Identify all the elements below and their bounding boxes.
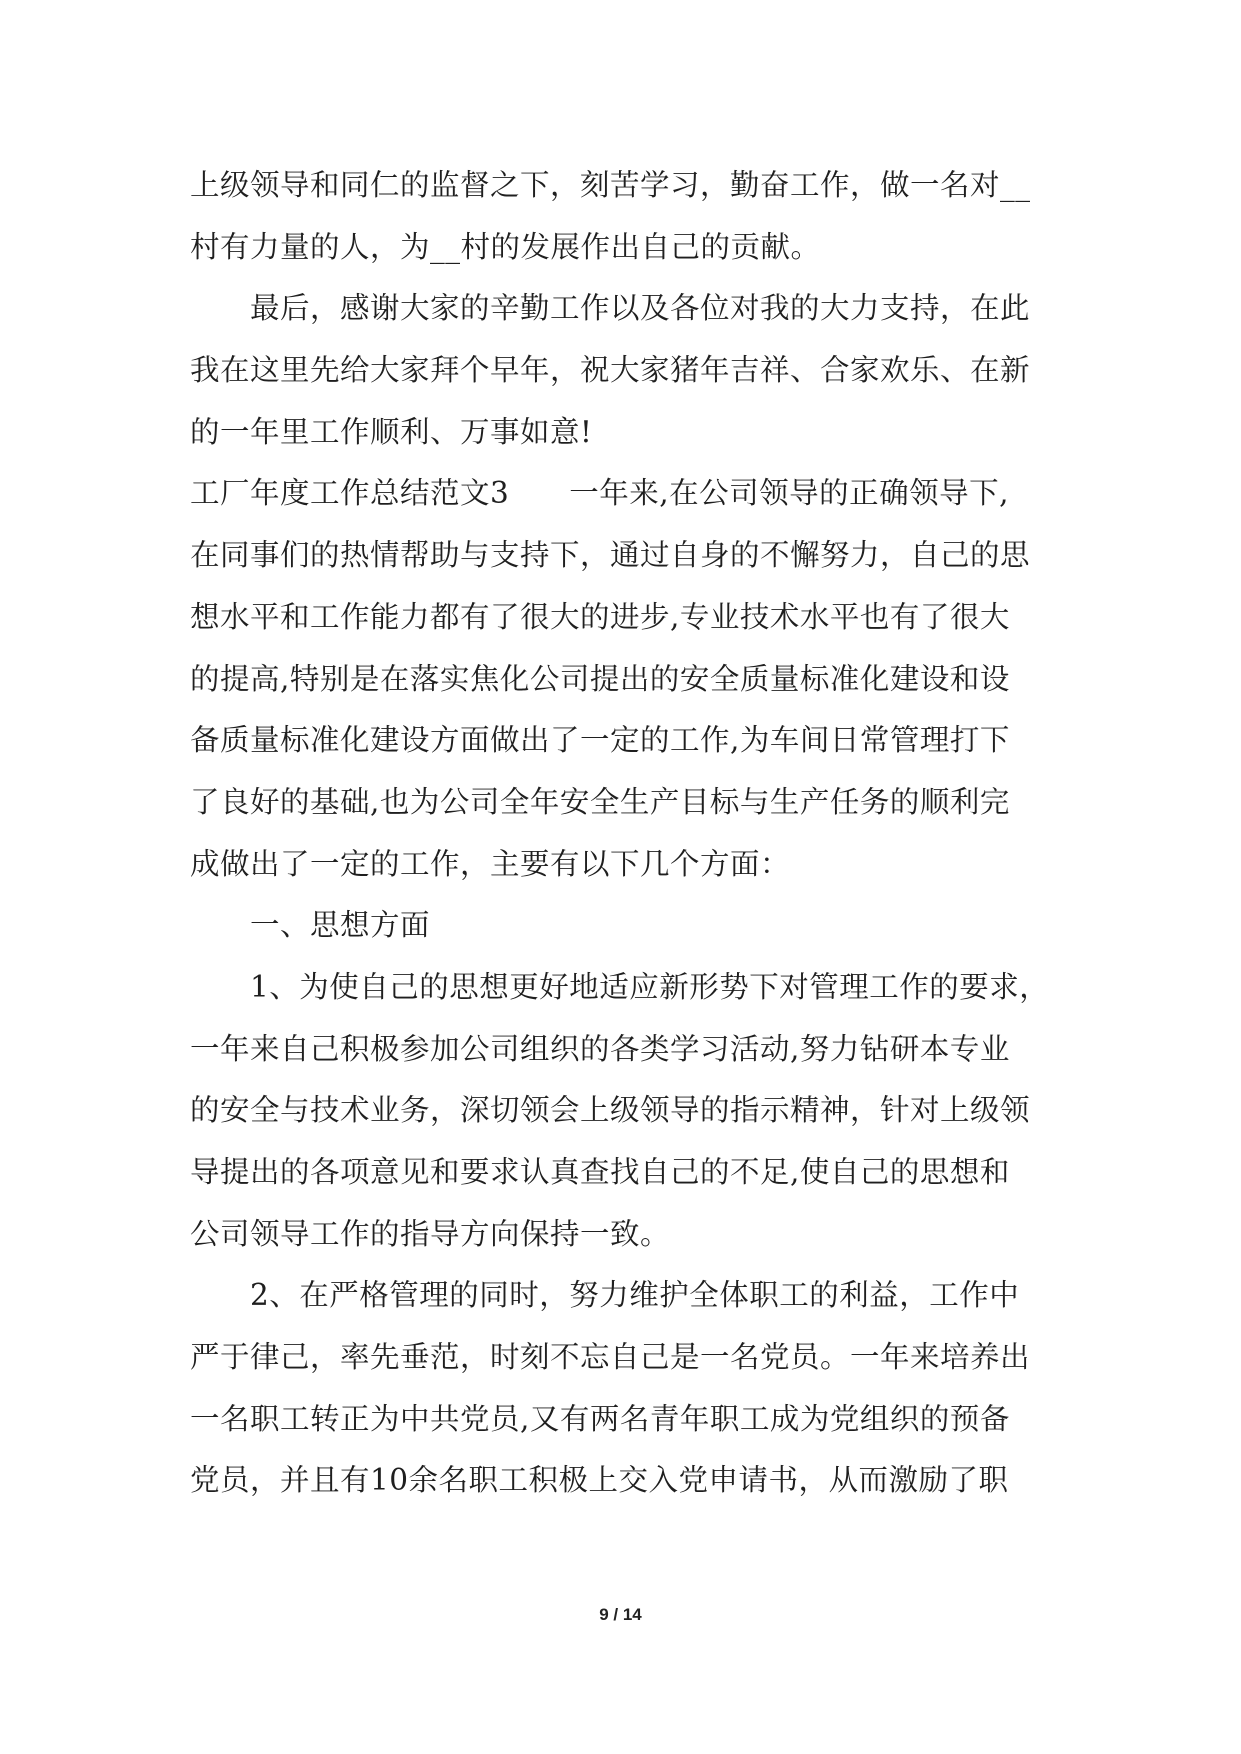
text-line: 想水平和工作能力都有了很大的进步,专业技术水平也有了很大 [190,599,1010,634]
text-line: 导提出的各项意见和要求认真查找自己的不足,使自己的思想和 [190,1155,1010,1189]
subheading-thought: 一、思想方面 [250,908,431,943]
text-line: 2、在严格管理的同时，努力维护全体职工的利益，工作中 [250,1278,1020,1313]
text-line: 的一年里工作顺利、万事如意! [190,414,593,449]
text-line: 的安全与技术业务，深切领会上级领导的指示精神，针对上级领 [190,1093,1031,1128]
text-line: 最后，感谢大家的辛勤工作以及各位对我的大力支持，在此 [250,291,1031,326]
body-text [190,155,1070,1512]
section-opening-text: 一年来,在公司领导的正确领导下, [569,476,1010,511]
text-line: 在同事们的热情帮助与支持下，通过自身的不懈努力，自己的思 [190,538,1031,573]
text-line: 党员，并且有10余名职工积极上交入党申请书，从而激励了职 [190,1463,1009,1498]
text-line: 一年来自己积极参加公司组织的各类学习活动,努力钻研本专业 [190,1031,1010,1066]
section-heading-line [190,463,1070,525]
text-line: 公司领导工作的指导方向保持一致。 [190,1216,671,1251]
text-line: 的提高,特别是在落实焦化公司提出的安全质量标准化建设和设 [190,661,1010,696]
text-line: 我在这里先给大家拜个早年，祝大家猪年吉祥、合家欢乐、在新 [190,353,1031,388]
text-line: 1、为使自己的思想更好地适应新形势下对管理工作的要求， [250,969,1050,1004]
page-number: 9 / 14 [599,1605,642,1624]
text-line: 上级领导和同仁的监督之下，刻苦学习，勤奋工作，做一名对__ [190,168,1031,202]
text-line: 一名职工转正为中共党员,又有两名青年职工成为党组织的预备 [190,1401,1010,1436]
text-line: 严于律己，率先垂范，时刻不忘自己是一名党员。一年来培养出 [190,1340,1031,1375]
section-title: 工厂年度工作总结范文3 [190,476,510,511]
text-line: 成做出了一定的工作，主要有以下几个方面： [190,846,791,881]
text-line: 村有力量的人，为__村的发展作出自己的贡献。 [190,229,821,264]
text-line: 备质量标准化建设方面做出了一定的工作,为车间日常管理打下 [190,723,1010,758]
text-line: 了良好的基础,也为公司全年安全生产目标与生产任务的顺利完 [190,784,1010,819]
